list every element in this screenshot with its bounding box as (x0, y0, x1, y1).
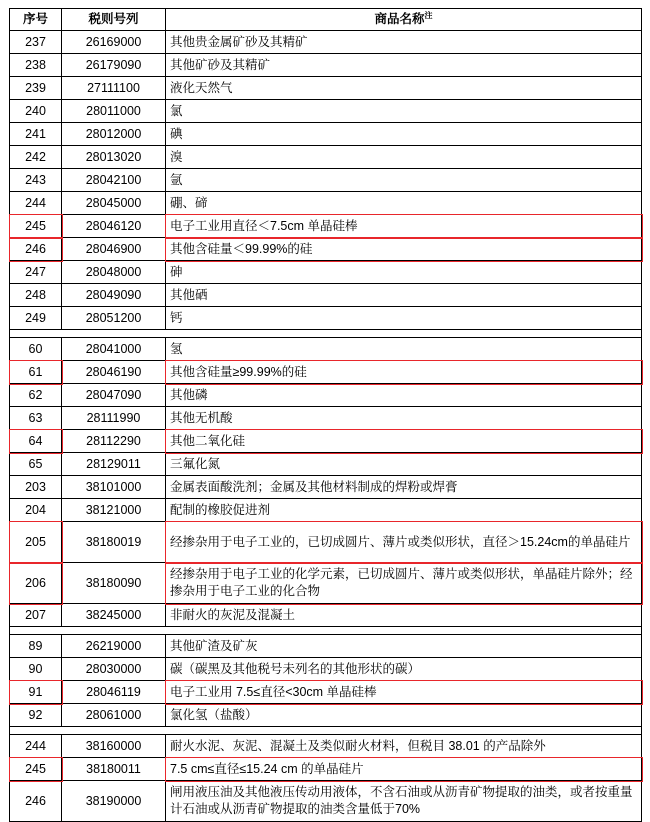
cell-seq: 65 (10, 453, 62, 476)
cell-code: 28041000 (62, 338, 166, 361)
cell-code: 38180011 (62, 758, 166, 781)
table-row (10, 169, 642, 192)
cell-code: 26179090 (62, 54, 166, 77)
cell-code: 28045000 (62, 192, 166, 215)
cell-seq: 204 (10, 499, 62, 522)
cell-code: 28129011 (62, 453, 166, 476)
cell-name: 钙 (166, 307, 642, 330)
cell-seq: 64 (10, 430, 62, 453)
table-row (10, 681, 642, 704)
cell-seq: 63 (10, 407, 62, 430)
cell-code: 28047090 (62, 384, 166, 407)
cell-name: 其他矿砂及其精矿 (166, 54, 642, 77)
cell-name: 电子工业用直径＜7.5cm 单晶硅棒 (166, 215, 642, 238)
cell-name: 其他无机酸 (166, 407, 642, 430)
cell-name: 其他磷 (166, 384, 642, 407)
header-code: 税则号列 (62, 9, 166, 31)
cell-code: 38180090 (62, 563, 166, 604)
cell-code: 28112290 (62, 430, 166, 453)
cell-code: 38190000 (62, 781, 166, 822)
table-row (10, 758, 642, 781)
table-header (10, 9, 642, 31)
cell-seq: 240 (10, 100, 62, 123)
cell-code: 28048000 (62, 261, 166, 284)
cell-code: 27111100 (62, 77, 166, 100)
cell-seq: 62 (10, 384, 62, 407)
cell-code: 28046190 (62, 361, 166, 384)
table-row (10, 635, 642, 658)
cell-name: 氯化氢（盐酸） (166, 704, 642, 727)
cell-name: 非耐火的灰泥及混凝土 (166, 604, 642, 627)
cell-seq: 248 (10, 284, 62, 307)
document-page (0, 8, 650, 817)
table-group-separator (10, 627, 642, 635)
cell-seq: 205 (10, 522, 62, 563)
cell-seq: 244 (10, 735, 62, 758)
table-row (10, 704, 642, 727)
table-row (10, 123, 642, 146)
table-row (10, 499, 642, 522)
table-row (10, 77, 642, 100)
cell-seq: 60 (10, 338, 62, 361)
cell-seq: 203 (10, 476, 62, 499)
cell-seq: 247 (10, 261, 62, 284)
table-row (10, 430, 642, 453)
table-row (10, 384, 642, 407)
cell-name: 其他贵金属矿砂及其精矿 (166, 31, 642, 54)
cell-code: 28013020 (62, 146, 166, 169)
cell-seq: 246 (10, 238, 62, 261)
cell-seq: 246 (10, 781, 62, 822)
cell-name: 氩 (166, 169, 642, 192)
cell-code: 28046900 (62, 238, 166, 261)
header-row (10, 9, 642, 31)
table-row (10, 604, 642, 627)
cell-code: 28046119 (62, 681, 166, 704)
table-row (10, 100, 642, 123)
cell-seq: 90 (10, 658, 62, 681)
cell-name: 硼、碲 (166, 192, 642, 215)
cell-name: 配制的橡胶促进剂 (166, 499, 642, 522)
table-row (10, 658, 642, 681)
cell-name: 其他硒 (166, 284, 642, 307)
table-row (10, 54, 642, 77)
group-separator-cell (10, 330, 642, 338)
table-row (10, 453, 642, 476)
table-row (10, 361, 642, 384)
cell-code: 28049090 (62, 284, 166, 307)
cell-code: 28051200 (62, 307, 166, 330)
table-row (10, 238, 642, 261)
cell-seq: 237 (10, 31, 62, 54)
table-row (10, 522, 642, 563)
cell-name: 三氟化氮 (166, 453, 642, 476)
table-row (10, 307, 642, 330)
header-seq: 序号 (10, 9, 62, 31)
table-row (10, 476, 642, 499)
cell-seq: 92 (10, 704, 62, 727)
table-group-separator (10, 727, 642, 735)
header-name-text: 商品名称 (374, 12, 425, 27)
cell-name: 其他含硅量≥99.99%的硅 (166, 361, 642, 384)
cell-name: 碘 (166, 123, 642, 146)
cell-code: 28042100 (62, 169, 166, 192)
cell-code: 28011000 (62, 100, 166, 123)
cell-name: 其他矿渣及矿灰 (166, 635, 642, 658)
header-name (166, 9, 642, 31)
cell-seq: 239 (10, 77, 62, 100)
cell-seq: 238 (10, 54, 62, 77)
cell-seq: 61 (10, 361, 62, 384)
cell-seq: 242 (10, 146, 62, 169)
cell-name: 溴 (166, 146, 642, 169)
cell-name: 耐火水泥、灰泥、混凝土及类似耐火材料，但税目 38.01 的产品除外 (166, 735, 642, 758)
table-row (10, 338, 642, 361)
cell-code: 38160000 (62, 735, 166, 758)
cell-seq: 244 (10, 192, 62, 215)
table-row (10, 31, 642, 54)
cell-code: 38101000 (62, 476, 166, 499)
table-row (10, 563, 642, 604)
cell-code: 28046120 (62, 215, 166, 238)
table-row (10, 735, 642, 758)
cell-name: 氢 (166, 338, 642, 361)
cell-seq: 207 (10, 604, 62, 627)
cell-name: 其他二氧化硅 (166, 430, 642, 453)
table-row (10, 146, 642, 169)
cell-name: 7.5 cm≤直径≤15.24 cm 的单晶硅片 (166, 758, 642, 781)
cell-name: 经掺杂用于电子工业的，已切成圆片、薄片或类似形状，直径＞15.24cm的单晶硅片 (166, 522, 642, 563)
table-row (10, 215, 642, 238)
cell-code: 38121000 (62, 499, 166, 522)
cell-seq: 89 (10, 635, 62, 658)
cell-name: 电子工业用 7.5≤直径<30cm 单晶硅棒 (166, 681, 642, 704)
cell-seq: 245 (10, 215, 62, 238)
cell-code: 38245000 (62, 604, 166, 627)
cell-name: 经掺杂用于电子工业的化学元素，已切成圆片、薄片或类似形状，单晶硅片除外；经掺杂用于电子工业的化合物 (166, 563, 642, 604)
cell-seq: 243 (10, 169, 62, 192)
cell-code: 28012000 (62, 123, 166, 146)
cell-seq: 245 (10, 758, 62, 781)
header-name-note: 注 (424, 11, 433, 20)
cell-code: 28061000 (62, 704, 166, 727)
table-group-separator (10, 330, 642, 338)
cell-seq: 91 (10, 681, 62, 704)
cell-seq: 249 (10, 307, 62, 330)
table-row (10, 192, 642, 215)
table-body (10, 31, 642, 822)
cell-code: 28030000 (62, 658, 166, 681)
cell-name: 氯 (166, 100, 642, 123)
table-row (10, 781, 642, 822)
cell-name: 其他含硅量＜99.99%的硅 (166, 238, 642, 261)
cell-code: 26169000 (62, 31, 166, 54)
cell-name: 碳（碳黑及其他税号未列名的其他形状的碳） (166, 658, 642, 681)
cell-name: 金属表面酸洗剂；金属及其他材料制成的焊粉或焊膏 (166, 476, 642, 499)
cell-name: 闸用液压油及其他液压传动用液体，不含石油或从沥青矿物提取的油类，或者按重量计石油或从沥青矿物提取的油类含量低于70% (166, 781, 642, 822)
tariff-table (9, 8, 642, 822)
group-separator-cell (10, 727, 642, 735)
table-row (10, 284, 642, 307)
table-row (10, 261, 642, 284)
cell-seq: 206 (10, 563, 62, 604)
cell-code: 28111990 (62, 407, 166, 430)
cell-code: 38180019 (62, 522, 166, 563)
cell-code: 26219000 (62, 635, 166, 658)
cell-name: 砷 (166, 261, 642, 284)
cell-name: 液化天然气 (166, 77, 642, 100)
table-row (10, 407, 642, 430)
group-separator-cell (10, 627, 642, 635)
cell-seq: 241 (10, 123, 62, 146)
